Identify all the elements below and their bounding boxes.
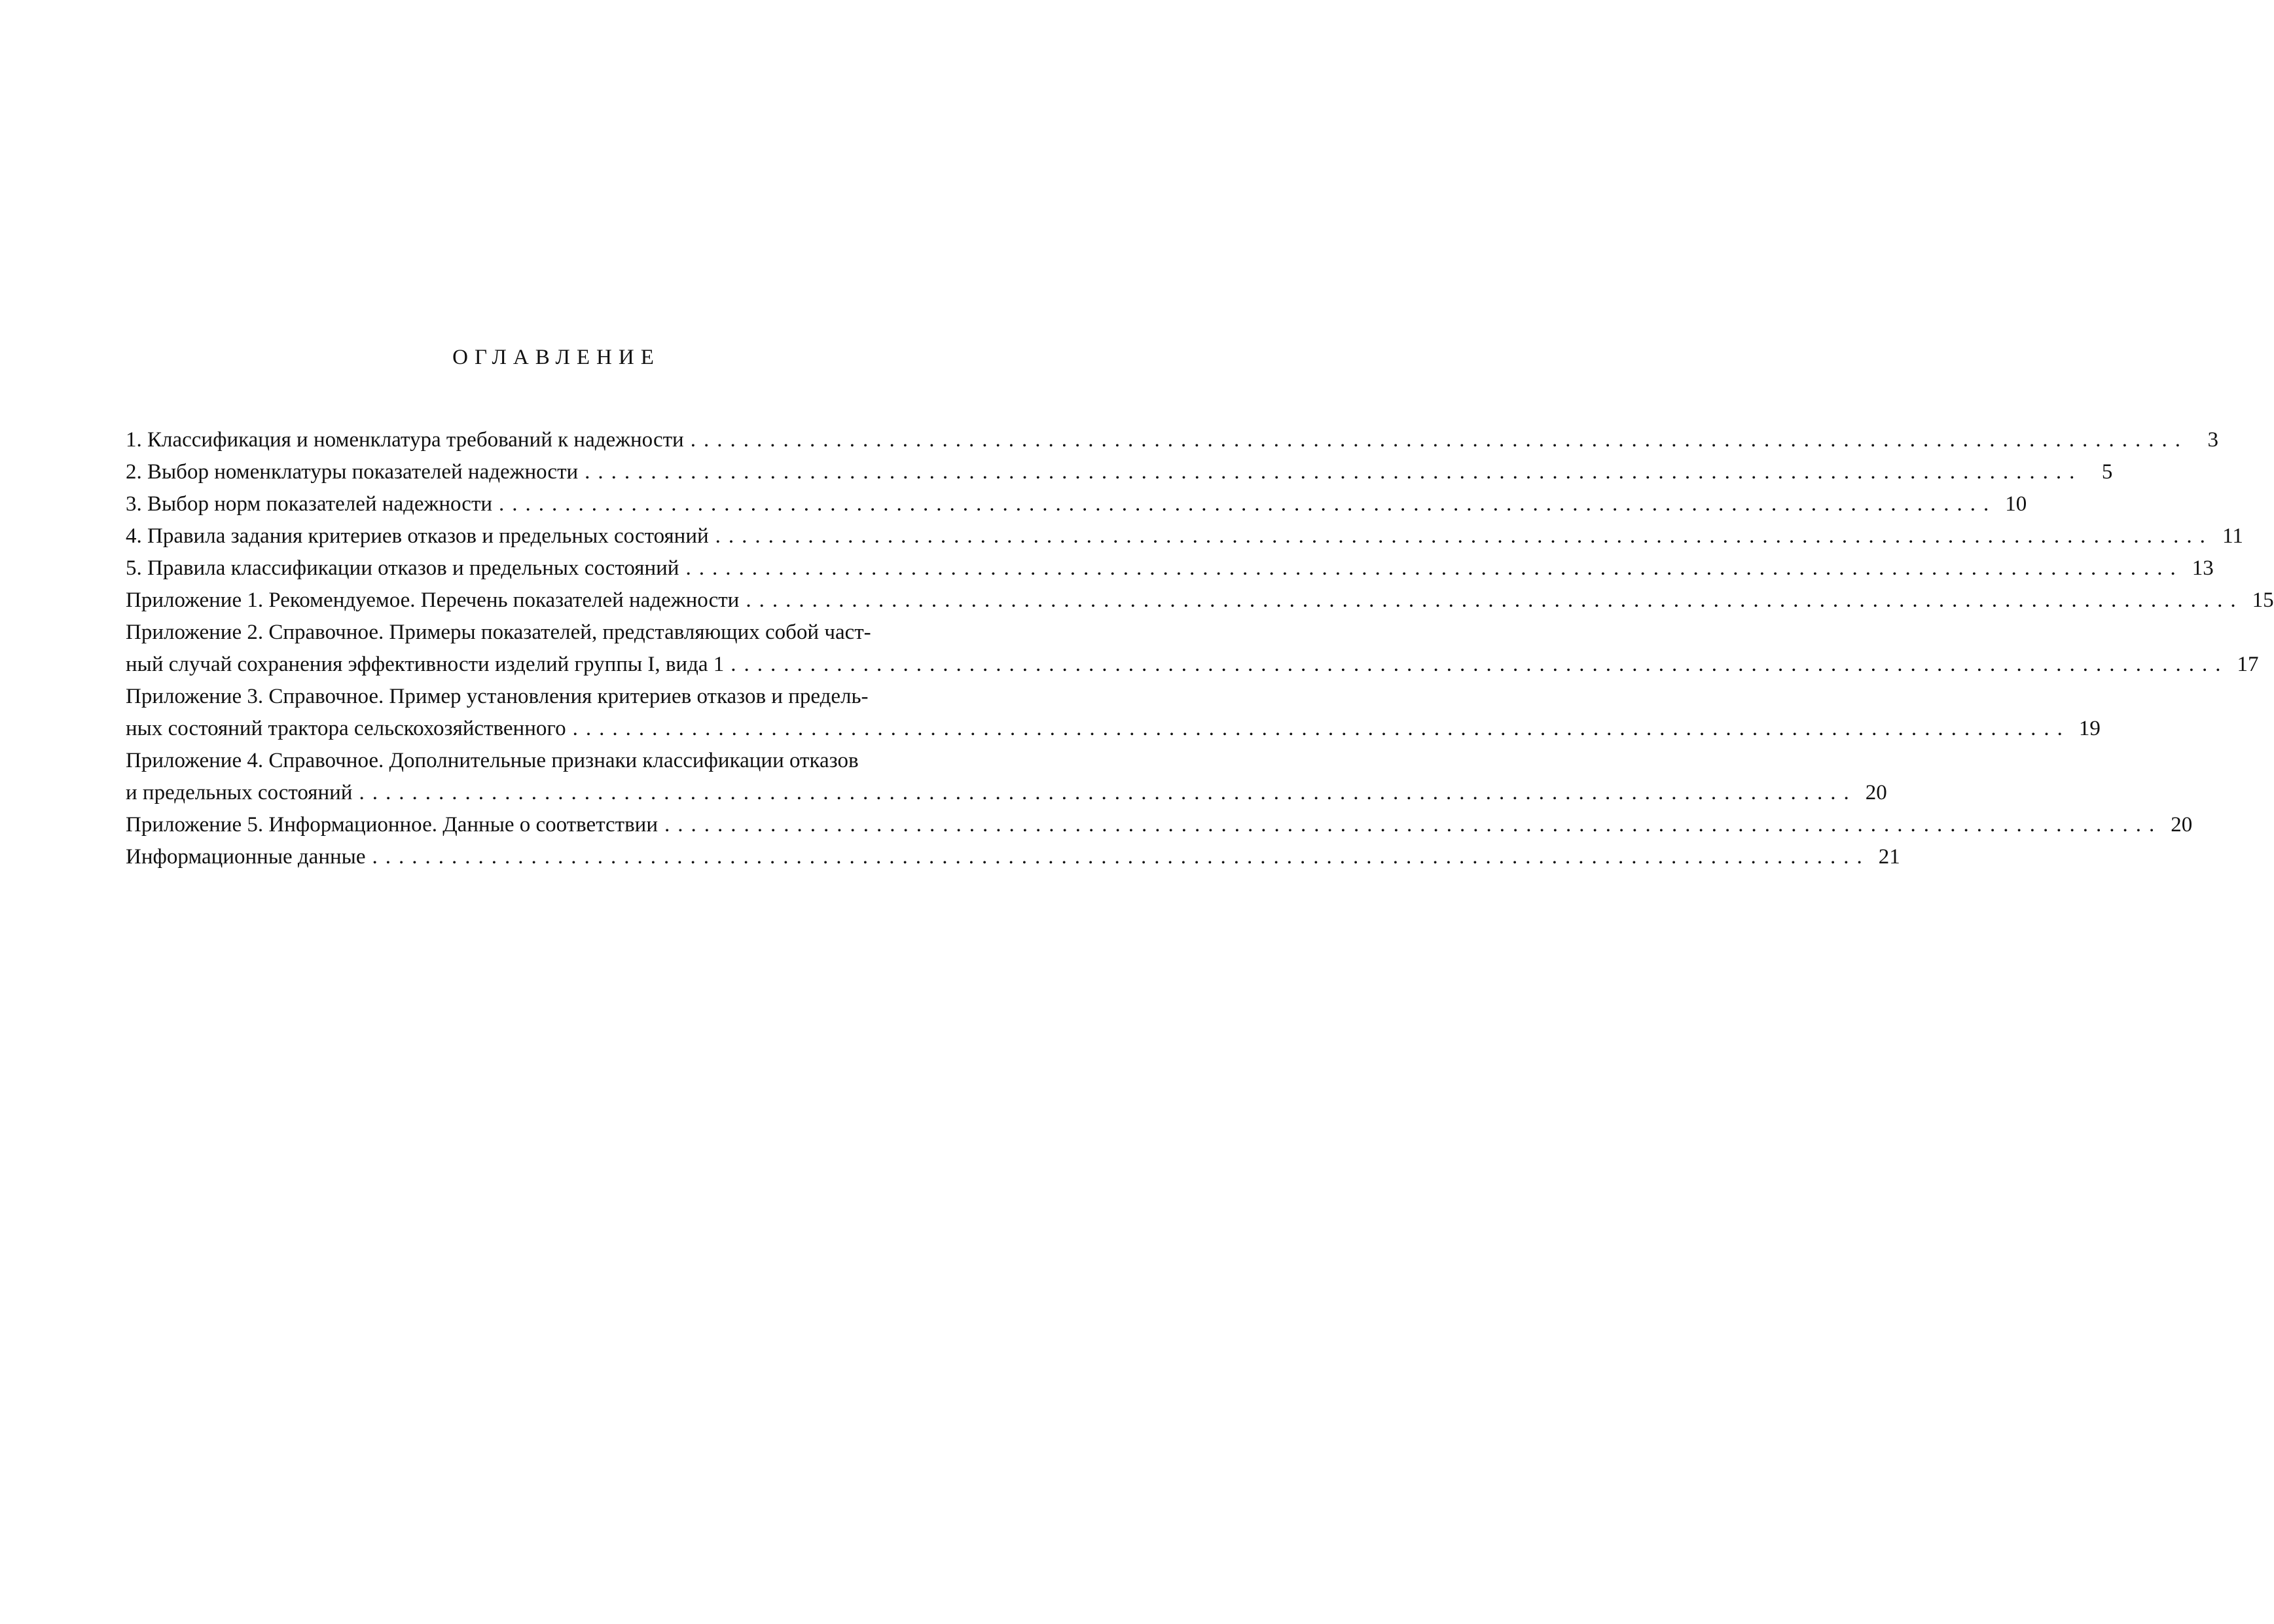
toc-entry-text-first-line: Приложение 2. Справочное. Примеры показателей, представляющих собой част- (126, 621, 871, 644)
toc-entry-appendix-5[interactable] (126, 809, 2193, 841)
dot-leader: ................................................................................................................. (690, 428, 2188, 452)
toc-entry-text: 1. Классификация и номенклатура требований к надежности (126, 428, 684, 452)
toc-entry-text: 2. Выбор номенклатуры показателей надежности (126, 460, 579, 484)
toc-line (126, 841, 1900, 873)
toc-line (126, 552, 2214, 585)
toc-page-number: 13 (2192, 556, 2214, 580)
toc-page-number: 20 (2171, 813, 2193, 837)
toc-entry-text: ных состояний трактора сельскохозяйственного (126, 717, 566, 740)
toc-page-number: 15 (2252, 588, 2274, 612)
toc-entry-appendix-3[interactable] (126, 681, 2101, 745)
dot-leader: ................................................................................................................. (359, 781, 1857, 804)
toc-line (126, 456, 2113, 488)
dot-leader: ................................................................................................................. (685, 556, 2184, 580)
dot-leader: ................................................................................................................. (746, 588, 2244, 612)
toc-page-number: 11 (2222, 524, 2243, 548)
toc-entry-text: 5. Правила классификации отказов и предельных состояний (126, 556, 679, 580)
toc-line (126, 520, 2243, 552)
toc-line (126, 777, 1887, 809)
toc-entry-5[interactable] (126, 552, 2214, 585)
table-of-contents (126, 424, 2274, 873)
toc-entry-appendix-4[interactable] (126, 745, 1887, 809)
toc-entry-text-first-line: Приложение 4. Справочное. Дополнительные признаки классификации отказов (126, 749, 859, 772)
toc-entry-text: Информационные данные (126, 845, 366, 869)
toc-page-number: 19 (2078, 717, 2101, 740)
dot-leader: ................................................................................................................. (715, 524, 2213, 548)
toc-entry-appendix-1[interactable] (126, 585, 2274, 617)
toc-entry-text: и предельных состояний (126, 781, 353, 804)
toc-page-number: 21 (1878, 845, 1900, 869)
toc-line (126, 488, 2027, 520)
toc-entry-text: 3. Выбор норм показателей надежности (126, 492, 493, 516)
toc-page-number: 17 (2237, 653, 2259, 676)
dot-leader: ................................................................................................................. (372, 845, 1870, 869)
toc-entry-text: 4. Правила задания критериев отказов и предельных состояний (126, 524, 709, 548)
toc-page-number: 5 (2101, 460, 2113, 484)
toc-line (126, 649, 2259, 681)
toc-line (126, 585, 2274, 617)
toc-page-number: 20 (1865, 781, 1887, 804)
toc-line (126, 809, 2193, 841)
toc-page-number: 10 (2005, 492, 2027, 516)
dot-leader: ................................................................................................................. (664, 813, 2163, 837)
toc-title: ОГЛАВЛЕНИЕ (452, 346, 660, 369)
dot-leader: ................................................................................................................. (572, 717, 2070, 740)
toc-entry-4[interactable] (126, 520, 2243, 552)
toc-entry-text-first-line: Приложение 3. Справочное. Пример установления критериев отказов и предель- (126, 685, 869, 708)
toc-line (126, 713, 2101, 745)
toc-page-number: 3 (2207, 428, 2218, 452)
toc-entry-appendix-2[interactable] (126, 617, 2259, 681)
toc-line (126, 424, 2218, 456)
toc-entry-1[interactable] (126, 424, 2218, 456)
toc-entry-2[interactable] (126, 456, 2113, 488)
toc-entry-text: ный случай сохранения эффективности изделий группы I, вида 1 (126, 653, 725, 676)
dot-leader: ................................................................................................................. (585, 460, 2083, 484)
toc-entry-text: Приложение 1. Рекомендуемое. Перечень показателей надежности (126, 588, 740, 612)
dot-leader: ................................................................................................................. (731, 653, 2229, 676)
dot-leader: ................................................................................................................. (499, 492, 1997, 516)
toc-entry-text: Приложение 5. Информационное. Данные о соответствии (126, 813, 658, 837)
toc-entry-info-data[interactable] (126, 841, 1900, 873)
toc-entry-3[interactable] (126, 488, 2027, 520)
